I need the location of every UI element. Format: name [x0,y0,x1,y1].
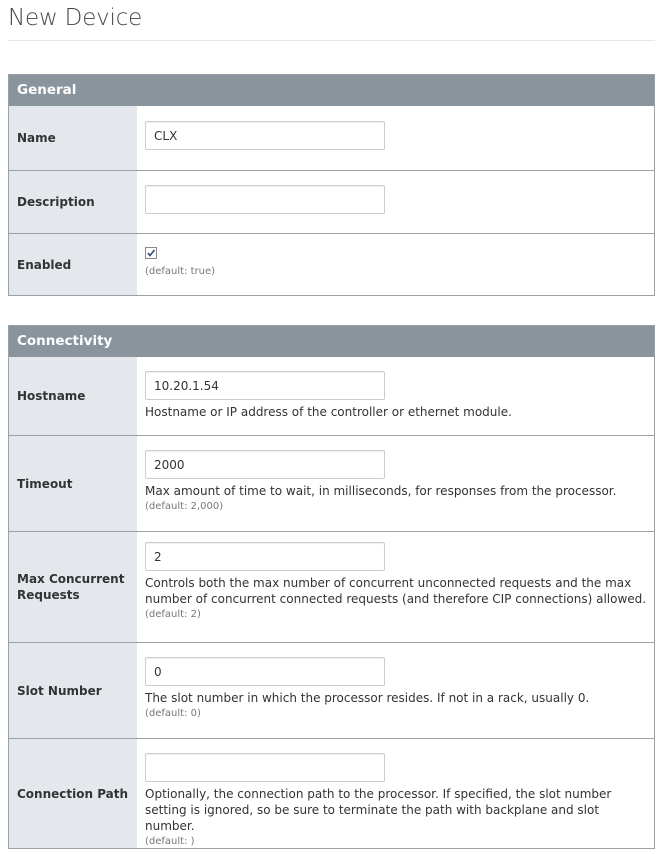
timeout-default: (default: 2,000) [145,501,224,512]
slot-number-help: The slot number in which the processor resides. If not in a rack, usually 0. [145,691,590,705]
slot-number-default: (default: 0) [145,708,201,719]
connectivity-section-header: Connectivity [9,326,654,357]
title-divider [8,40,655,41]
timeout-input[interactable] [145,450,385,479]
hostname-input[interactable] [145,371,385,400]
connectivity-section [8,325,655,849]
max-concurrent-row [9,531,654,642]
description-input[interactable] [145,185,385,214]
general-section-header: General [9,75,654,106]
hostname-label: Hostname [9,357,137,435]
connection-path-default: (default: ) [145,836,195,847]
hostname-help: Hostname or IP address of the controller or ethernet module. [145,405,512,419]
hostname-row [9,357,654,435]
page-title: New Device [8,5,143,31]
slot-number-input[interactable] [145,657,385,686]
checkmark-icon [146,248,156,258]
enabled-row [9,233,654,295]
description-label: Description [9,171,137,233]
enabled-checkbox[interactable] [145,247,157,259]
timeout-row [9,435,654,531]
timeout-label: Timeout [9,436,137,531]
timeout-help: Max amount of time to wait, in milliseconds, for responses from the processor. [145,484,617,498]
name-label: Name [9,106,137,170]
connection-path-input[interactable] [145,753,385,782]
enabled-default: (default: true) [145,266,216,277]
connection-path-row [9,738,654,848]
enabled-label: Enabled [9,234,137,295]
max-concurrent-input[interactable] [145,542,385,571]
general-section [8,74,655,296]
description-row [9,170,654,233]
slot-number-row [9,642,654,738]
max-concurrent-label: Max Concurrent Requests [9,532,137,642]
max-concurrent-default: (default: 2) [145,609,201,620]
connection-path-label: Connection Path [9,739,137,848]
name-input[interactable] [145,121,385,150]
slot-number-label: Slot Number [9,643,137,738]
name-row [9,106,654,170]
connection-path-help: Optionally, the connection path to the processor. If specified, the slot number setting is ignored, so be sure to terminate the path with backplane and slot number. [145,787,612,833]
max-concurrent-help: Controls both the max number of concurrent unconnected requests and the max number of concurrent connected requests (and therefore CIP connections) allowed. [145,576,647,606]
